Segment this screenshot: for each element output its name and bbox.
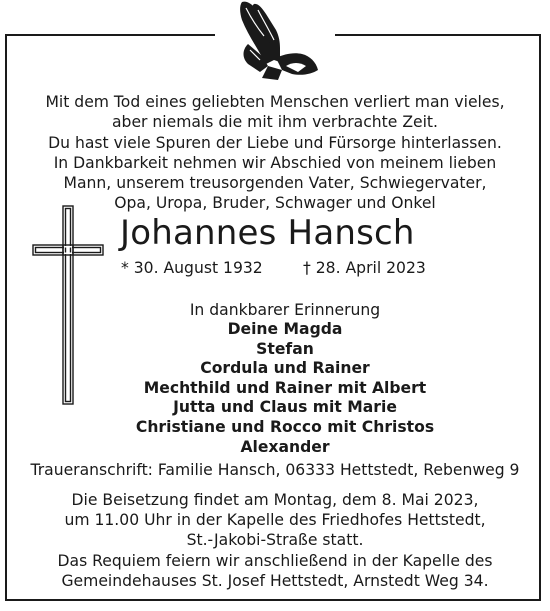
cross-icon [32, 205, 104, 405]
memory-line: In dankbarer Erinnerung [189, 301, 381, 319]
intro-line: Mit dem Tod eines geliebten Menschen verliert man vieles, [45, 93, 505, 111]
family-member: Cordula und Rainer [200, 359, 370, 378]
family-member: Stefan [256, 339, 314, 358]
intro-line: Du hast viele Spuren der Liebe und Fürsorge hinterlassen. [48, 133, 502, 152]
family-member: Deine Magda [227, 320, 343, 338]
intro-line: In Dankbarkeit nehmen wir Abschied von meinem lieben [53, 153, 497, 172]
funeral-info [0, 490, 550, 591]
family-member: Christiane und Rocco mit Christos [135, 417, 435, 436]
funeral-line: Das Requiem feiern wir anschließend in der Kapelle des [57, 551, 493, 570]
family-member: Mechthild und Rainer mit Albert [143, 378, 427, 397]
family-member: Alexander [240, 437, 330, 456]
praying-hands-icon [228, 0, 322, 82]
funeral-line: Gemeindehauses St. Josef Hettstedt, Arnstedt Weg 34. [61, 571, 489, 590]
death-date: † 28. April 2023 [303, 259, 426, 277]
intro-line: aber niemals die mit ihm verbrachte Zeit. [111, 113, 439, 132]
funeral-line: um 11.00 Uhr in der Kapelle des Friedhofes Hettstedt, [64, 511, 486, 530]
intro-text [0, 92, 550, 214]
funeral-line: Die Beisetzung findet am Montag, dem 8. Mai 2023, [71, 491, 479, 509]
intro-line: Opa, Uropa, Bruder, Schwager und Onkel [114, 194, 436, 213]
family-list [100, 320, 470, 457]
mourning-address: Traueranschrift: Familie Hansch, 06333 Hettstedt, Rebenweg 9 [30, 461, 520, 479]
deceased-name: Johannes Hansch [120, 213, 415, 253]
birth-date: * 30. August 1932 [121, 259, 263, 277]
intro-line: Mann, unserem treusorgenden Vater, Schwiegervater, [63, 174, 487, 193]
family-member: Jutta und Claus mit Marie [173, 398, 397, 417]
funeral-line: St.-Jakobi-Straße statt. [186, 531, 364, 550]
